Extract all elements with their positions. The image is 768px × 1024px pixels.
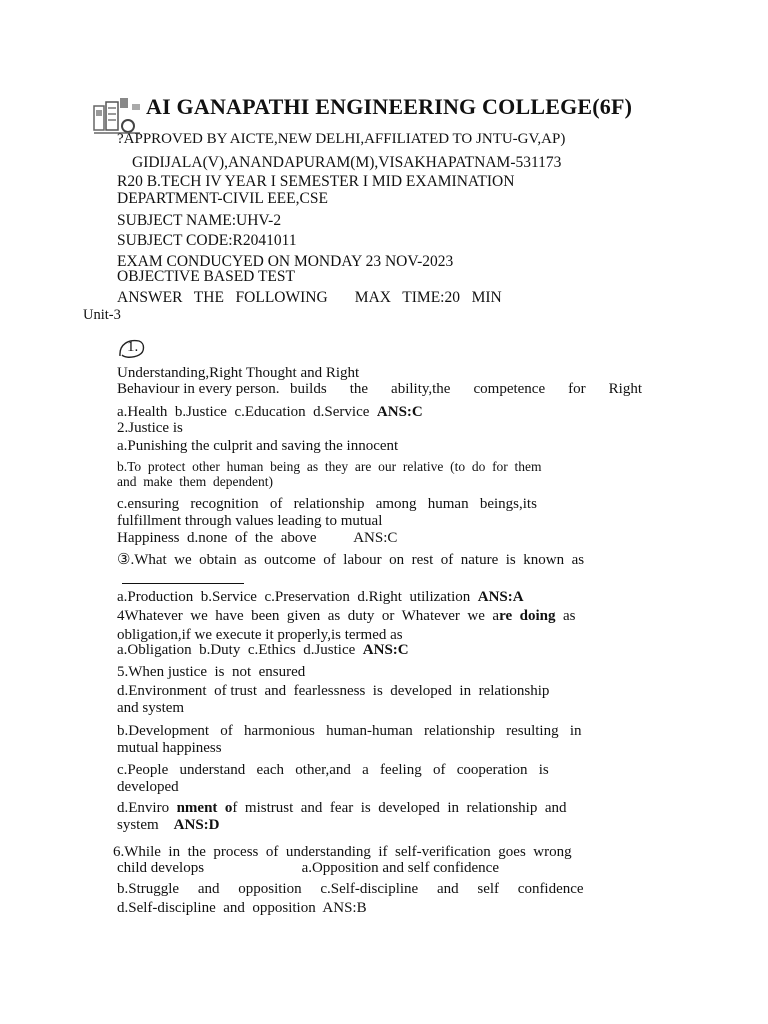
q5-option-1-line1: d.Environment of trust and fearlessness is developed in relationship <box>117 683 550 699</box>
q3-blank <box>122 571 244 589</box>
q5-option-b-line2: mutual happiness <box>117 740 222 756</box>
q5-option-b-line1: b.Development of harmonious human-human relationship resulting in <box>117 723 582 739</box>
unit-label: Unit-3 <box>83 307 121 323</box>
instruction-line: ANSWER THE FOLLOWING MAX TIME:20 MIN <box>117 289 502 306</box>
q4-line2: obligation,if we execute it properly,is termed as <box>117 627 403 643</box>
answer-blank <box>122 571 244 584</box>
subject-code: SUBJECT CODE:R2041011 <box>117 232 297 249</box>
exam-date: EXAM CONDUCYED ON MONDAY 23 NOV-2023 <box>117 253 454 270</box>
q2-option-c-line2: fulfillment through values leading to mutual <box>117 513 383 529</box>
q2-option-c-line1: c.ensuring recognition of relationship among human beings,its <box>117 496 537 512</box>
q5-option-c-line1: c.People understand each other,and a feeling of cooperation is <box>117 762 549 778</box>
q1-line3: Behaviour in every person. <box>117 381 280 397</box>
q3-options: a.Production b.Service c.Preservation d.Right utilization ANS:A <box>117 589 524 605</box>
q3-stem: ③.What we obtain as outcome of labour on rest of nature is known as <box>117 552 585 568</box>
q6-line4: d.Self-discipline and opposition ANS:B <box>117 900 367 916</box>
q2-stem: 2.Justice is <box>117 420 183 436</box>
q5-stem: 5.When justice is not ensured <box>117 664 306 680</box>
department-line: DEPARTMENT-CIVIL EEE,CSE <box>117 190 328 207</box>
subject-name: SUBJECT NAME:UHV-2 <box>117 212 282 229</box>
q2-option-b-line2: and make them dependent) <box>117 474 273 489</box>
q5-option-1-line2: and system <box>117 700 185 716</box>
q1-line2: Understanding,Right Thought and Right <box>117 365 360 381</box>
q2-option-a: a.Punishing the culprit and saving the innocent <box>117 438 399 454</box>
exam-title: R20 B.TECH IV YEAR I SEMESTER I MID EXAMINATION <box>117 173 515 190</box>
q4-line1: 4Whatever we have been given as duty or Whatever we are doing as <box>117 608 576 624</box>
q5-answer: ANS:D <box>173 817 220 833</box>
question-1-marker: 1. <box>117 338 147 360</box>
q6-line1: 6.While in the process of understanding if self-verification goes wrong <box>113 844 572 860</box>
q1-line1: builds the ability,the competence for Right <box>290 381 642 397</box>
q1-options: a.Health b.Justice c.Education d.Service ANS:C <box>117 404 423 420</box>
q3-answer: ANS:A <box>477 589 524 605</box>
college-title: AI GANAPATHI ENGINEERING COLLEGE(6F) <box>146 94 633 119</box>
q4-answer: ANS:C <box>362 642 409 658</box>
q2-option-d: Happiness d.none of the above ANS:C <box>117 530 398 546</box>
q6-line2: child develops a.Opposition and self confidence <box>117 860 500 876</box>
college-logo <box>92 96 142 136</box>
approval-line: ?APPROVED BY AICTE,NEW DELHI,AFFILIATED TO JNTU-GV,AP) <box>117 131 566 147</box>
q5-option-c-line2: developed <box>117 779 179 795</box>
q1-answer: ANS:C <box>376 404 423 420</box>
q5-option-d-line1: d.Enviro nment of mistrust and fear is developed in relationship and <box>117 800 567 816</box>
q4-options: a.Obligation b.Duty c.Ethics d.Justice ANS:C <box>117 642 409 658</box>
q5-option-d-line2: system ANS:D <box>117 817 220 833</box>
address-line: GIDIJALA(V),ANANDAPURAM(M),VISAKHAPATNAM-531173 <box>132 154 562 171</box>
test-type: OBJECTIVE BASED TEST <box>117 268 295 285</box>
q6-line3: b.Struggle and opposition c.Self-discipline and self confidence <box>117 881 584 897</box>
q2-option-b-line1: b.To protect other human being as they are our relative (to do for them <box>117 459 542 474</box>
